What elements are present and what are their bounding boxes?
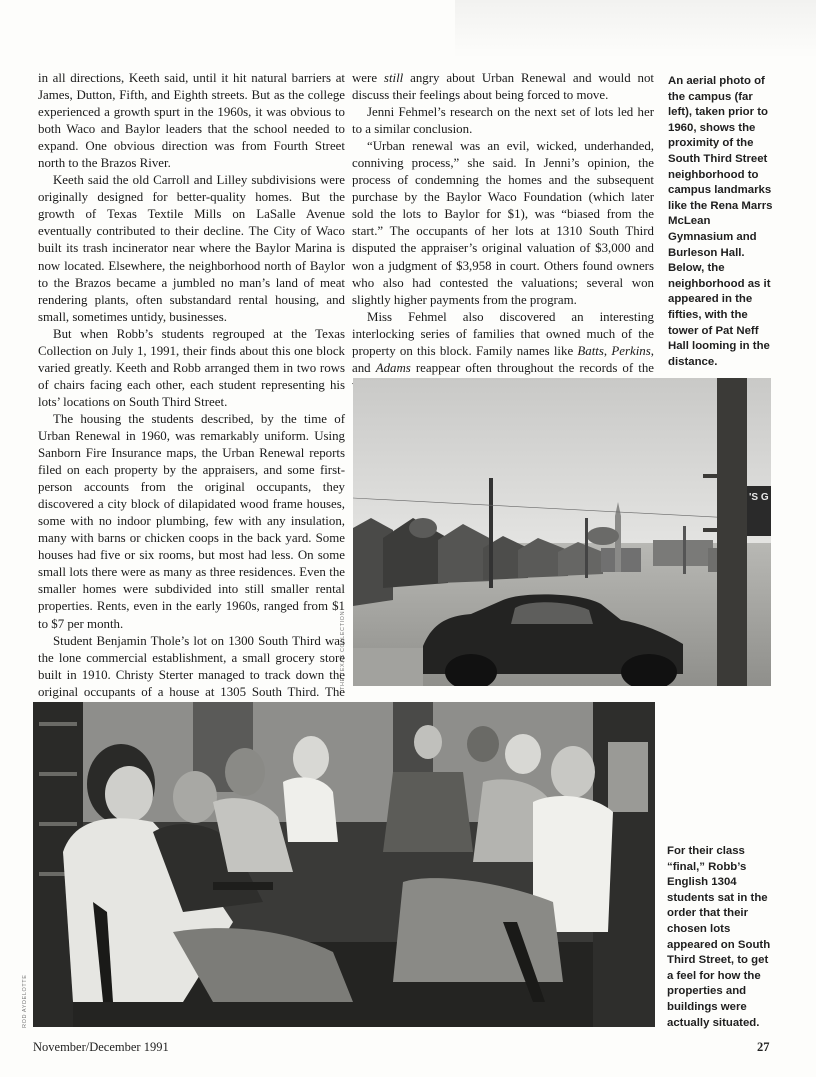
family-name: Perkins [611, 343, 651, 358]
text-run: Miss Fehmel also discovered an interesting interlocking series of families that owned much of the property on this block. Family names like [352, 309, 654, 358]
issue-date-footer: November/December 1991 [33, 1040, 169, 1054]
photo-caption-street: An aerial photo of the campus (far left), taken prior to 1960, shows the proximity of the South Third Street neighborhood to campus landmarks like the Rena Marrs McLean Gymnasium and Burleson Hall. Below, the neighborhood as it appeared in the fifties, with the tower of Pat Neff Hall looming in the distance. [668, 75, 773, 368]
paragraph: Student Benjamin Thole’s lot on 1300 South Third was the lone commercial establishment, a small grocery store built in 1910. Christy Sterter managed to track down the original occupants of a house at 1305 South Third. The [38, 633, 345, 699]
classroom-photo [33, 702, 655, 1027]
paragraph: in all directions, Keeth said, until it hit natural barriers at James, Dutton, Fifth, and Eighth streets. But as the college experienced a growth spurt in the 1960s, it was obvious to both Waco and Baylor leaders that the school needed to expand. One obvious direction was from Fourth Street north to the Brazos River. [38, 71, 345, 171]
text-run: angry about Urban Renewal and would not discuss their feelings about being forced to move. [352, 71, 654, 103]
previous-page-bleed [455, 0, 816, 58]
paragraph: “Urban renewal was an evil, wicked, underhanded, conniving process,” she said. In Jenni’s opinion, the process of condemning the homes and the subsequent purchase by the Baylor Waco Foundation (which later sold the lots to Baylor for $1), was “biased from the start.” The occupants of her lots at 1310 South Third disputed the appraiser’s original valuation of $3,000 and won a judgment of $3,958 in court. Others found owners who also had contested the valuations; several won slightly higher payments from the program. [352, 139, 654, 307]
article-column-left [38, 70, 345, 735]
family-name: Batts [577, 343, 604, 358]
street-sign-text: 'S G [749, 492, 769, 503]
photo-caption-classroom: For their class “final,” Robb’s English 1304 students sat in the order that their chosen lots appeared on South Third Street, to get a feel for how the properties and buildings were actually situated. [667, 845, 771, 1029]
paragraph: The housing the students described, by the time of Urban Renewal in 1960, was remarkably uniform. Using Sanborn Fire Insurance maps, the Urban Renewal reports filed on each property by the appraisers, and some first-person accounts from the original occupants, they discovered a city block of dilapidated wood frame houses, some with no indoor plumbing, few with any insulation, many with barns or chicken coops in the back yard. Some houses had five or six rooms, but most had less. On some small lots there were as many as three residences. Even the smaller homes were subdivided into still smaller rental properties. Rents, even in the early 1960s, ranged from $1 to $7 per month. [38, 411, 345, 631]
street-photo [353, 378, 771, 686]
paragraph [352, 70, 654, 104]
text-run: , and [352, 343, 654, 375]
photo-credit: ROD AYDELOTTE [22, 974, 28, 1028]
text-run: , [603, 343, 612, 358]
text-run: were [352, 71, 384, 85]
emphasis: still [383, 71, 404, 85]
page-number: 27 [757, 1040, 770, 1054]
family-name: Adams [375, 360, 411, 375]
photo-credit: THE TEXAS COLLECTION [340, 610, 346, 690]
paragraph: Jenni Fehmel’s research on the next set of lots led her to a similar conclusion. [352, 105, 654, 137]
text-run: reappear often throughout the records of the [415, 360, 654, 375]
article-column-middle [352, 70, 654, 394]
paragraph: But when Robb’s students regrouped at the Texas Collection on July 1, 1991, their finds about this one block varied greatly. Keeth and Robb arranged them in two rows of chairs facing each other, each student representing his lots’ locations on South Third Street. [38, 326, 345, 409]
paragraph: Keeth said the old Carroll and Lilley subdivisions were originally designed for better-quality homes. But the growth of Texas Textile Mills on LaSalle Avenue eventually contributed to their decline. The City of Waco built its trash incinerator near where the Baylor Marina is now located. Elsewhere, the neighborhood north of Baylor to the Brazos became a jumbled no man’s land of meat rendering plants, often substandard rental housing, and small, sometimes untidy, businesses. [38, 173, 345, 324]
